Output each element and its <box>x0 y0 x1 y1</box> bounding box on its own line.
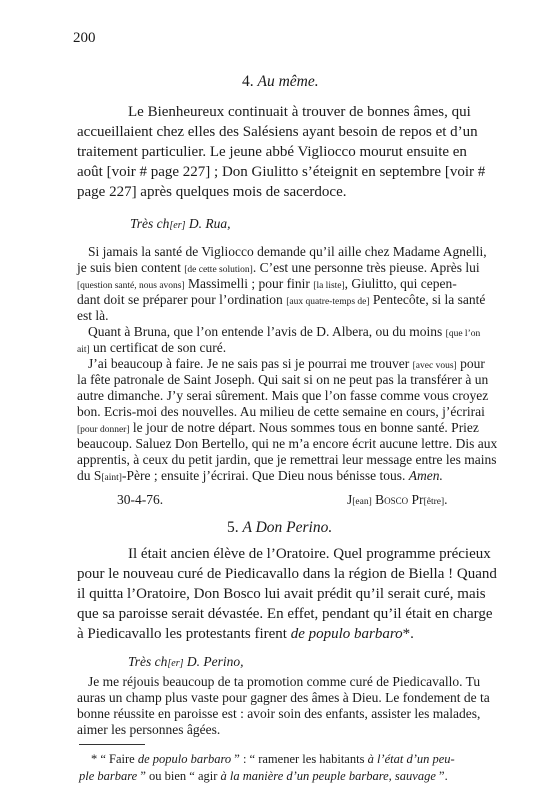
heading-title: Au même. <box>257 73 319 90</box>
editorial-bracket: [aint] <box>101 473 122 483</box>
section-4-heading <box>242 73 319 91</box>
editorial-bracket: [er] <box>167 658 184 669</box>
letter-line: apprentis, à ceux du petit jardin, que je remettrai leur message entre les mains <box>77 452 497 467</box>
heading-number: 5. <box>227 519 239 536</box>
editorial-bracket: [de cette solution] <box>184 265 253 275</box>
intro-line: accueillaient chez elles des Salésiens ayant besoin de repos et d’un <box>77 124 478 140</box>
footnote-rule <box>79 744 145 745</box>
intro-line: à Piedicavallo les protestants firent de populo barbaro*. <box>77 626 414 642</box>
editorial-bracket: [question santé, nous avons] <box>77 281 185 291</box>
letter-line: ait] un certificat de son curé. <box>77 340 227 355</box>
heading-title: A Don Perino. <box>242 519 333 536</box>
editorial-bracket: [pour donner] <box>77 425 130 435</box>
intro-line: Le Bienheureux continuait à trouver de bonnes âmes, qui <box>128 104 471 120</box>
editorial-bracket: [la liste] <box>313 281 345 291</box>
letter-line: [question santé, nous avons] Massimelli ; pour finir [la liste], Giulitto, qui cepen- <box>77 276 457 291</box>
letter-line: J’ai beaucoup à faire. Je ne sais pas si je pourrai me trouver [avec vous] pour <box>88 356 485 371</box>
intro-line: page 227] après quelques mois de sacerdoce. <box>77 184 347 200</box>
letter-line: Je me réjouis beaucoup de ta promotion comme curé de Piedicavallo. Tu <box>88 674 481 689</box>
heading-number: 4. <box>242 73 254 90</box>
editorial-bracket: [avec vous] <box>412 361 457 371</box>
section-5-heading <box>227 519 332 537</box>
editorial-bracket: [que l’on <box>445 329 481 339</box>
letter-date: 30-4-76. <box>117 492 164 507</box>
letter-line: est là. <box>77 308 109 323</box>
intro-line: pour le nouveau curé de Piedicavallo dans la région de Biella ! Quand <box>77 566 497 582</box>
letter-line: du S[aint]-Père ; ensuite j’écrirai. Que Dieu nous bénisse tous. Amen. <box>77 468 443 483</box>
letter-line: [pour donner] le jour de notre départ. Nous sommes tous en bonne santé. Priez <box>77 420 479 435</box>
letter-line: aimer les personnes âgées. <box>77 722 221 737</box>
letter-line: la fête patronale de Saint Joseph. Qui sait si on ne peut pas la transférer à un <box>77 372 489 387</box>
letter-line: dant doit se préparer pour l’ordination [aux quatre-temps de] Pentecôte, si la santé <box>77 292 486 307</box>
letter-line: bonne réussite en paroisse est : avoir soin des enfants, assister les malades, <box>77 706 481 721</box>
letter-line: Si jamais la santé de Vigliocco demande qu’il aille chez Madame Agnelli, <box>88 244 487 259</box>
salutation-text: D. Perino, <box>183 654 244 669</box>
page-number: 200 <box>73 30 96 46</box>
letter-line: Quant à Bruna, que l’on entende l’avis de D. Albera, ou du moins [que l’on <box>88 324 481 339</box>
letter-line: je suis bien content [de cette solution]. C’est une personne très pieuse. Après lui <box>77 260 480 275</box>
salutation-text: Très ch <box>128 654 168 669</box>
signature: J[ean] Bosco Pr[être]. <box>347 492 448 507</box>
intro-line: Il était ancien élève de l’Oratoire. Quel programme précieux <box>128 546 491 562</box>
intro-line: août [voir # page 227] ; Don Giulitto s’éteignit en septembre [voir # <box>77 164 486 180</box>
salutation-text: Très ch <box>130 216 170 231</box>
footnote-line: * “ Faire de populo barbaro ” : “ ramener les habitants à l’état d’un peu- <box>91 752 455 766</box>
intro-line: que sa paroisse serait dévastée. En effet, pendant qu’il était en charge <box>77 606 493 622</box>
intro-line: il quitta l’Oratoire, Don Bosco lui avait prédit qu’il serait curé, mais <box>77 586 486 602</box>
footnote-line: ple barbare ” ou bien “ agir à la manière d’un peuple barbare, sauvage ”. <box>79 769 448 783</box>
letter-line: bon. Ecris-moi des nouvelles. Au milieu de cette semaine en cours, j’écrirai <box>77 404 485 419</box>
intro-line: traitement particulier. Le jeune abbé Vigliocco mourut ensuite en <box>77 144 467 160</box>
editorial-bracket: ait] <box>77 345 90 355</box>
salutation <box>130 216 231 232</box>
letter-line: beaucoup. Saluez Don Bertello, qui ne m’a encore écrit aucune lettre. Dis aux <box>77 436 498 451</box>
salutation <box>128 654 244 670</box>
letter-line: autre dimanche. J’y serai sûrement. Mais que l’on fasse comme vous croyez <box>77 388 489 403</box>
salutation-text: D. Rua, <box>185 216 231 231</box>
editorial-bracket: [er] <box>169 220 186 231</box>
editorial-bracket: [aux quatre-temps de] <box>286 297 370 307</box>
letter-line: auras un champ plus vaste pour gagner des âmes à Dieu. Le fondement de ta <box>77 690 490 705</box>
